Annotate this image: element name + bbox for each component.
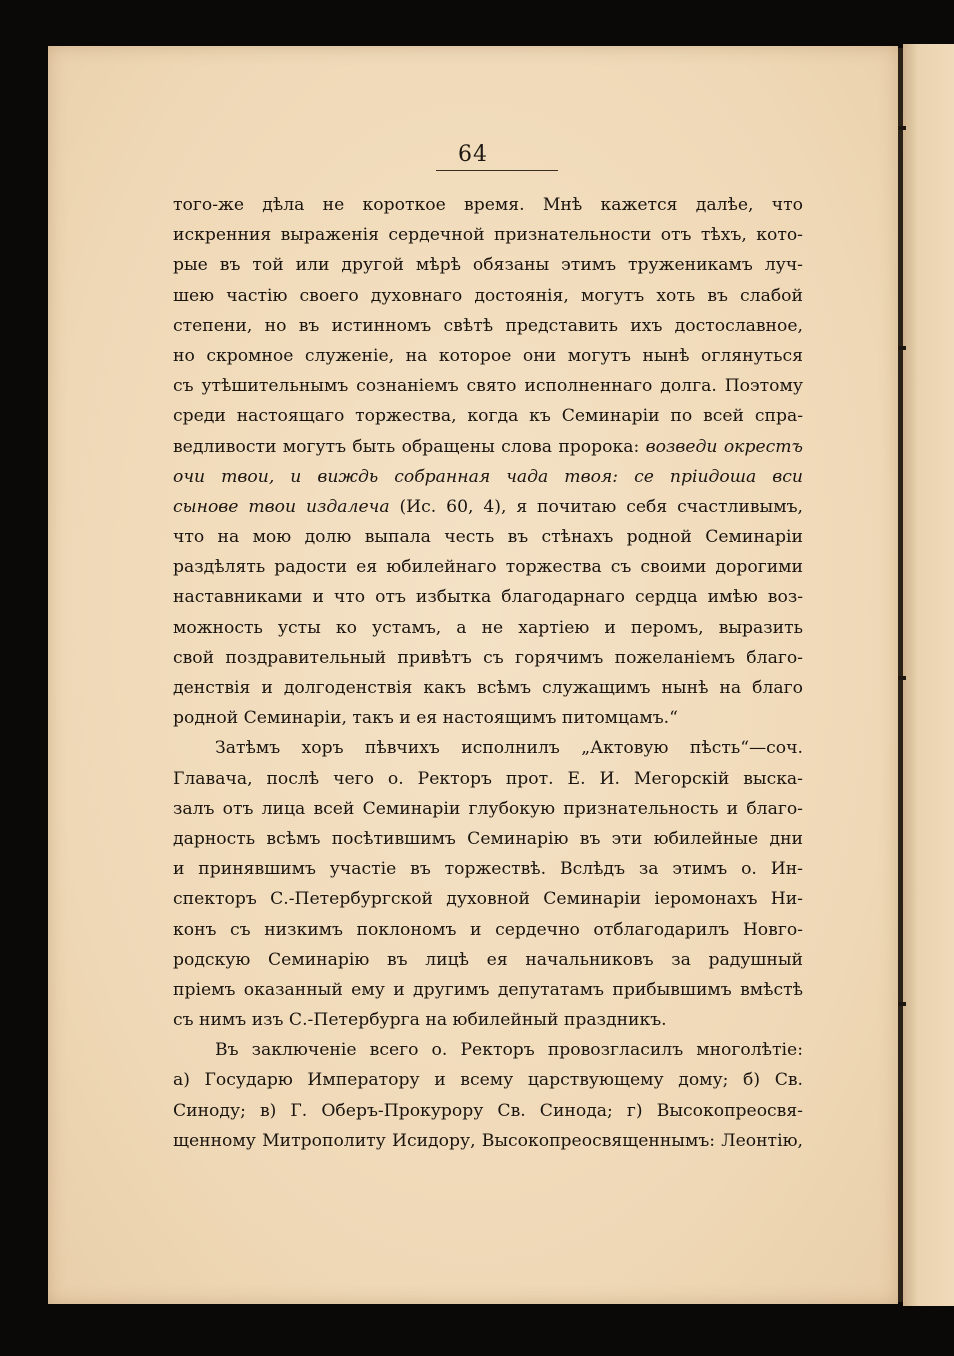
paragraph-start-line: Въ заключеніе всего о. Ректоръ провозгласилъ многолѣтіе: bbox=[215, 1040, 803, 1061]
quote-italic: сынове твои издалеча bbox=[173, 496, 390, 517]
text-line: родной Семинаріи, такъ и ея настоящимъ питомцамъ.“ bbox=[173, 708, 678, 729]
text-line: щенному Митрополиту Исидору, Высокопреосвященнымъ: Леонтію, bbox=[173, 1130, 803, 1151]
text-line: и принявшимъ участіе въ торжествѣ. Вслѣдъ за этимъ о. Ин- bbox=[173, 859, 803, 880]
text-line: съ нимъ изъ С.-Петербурга на юбилейный праздникъ. bbox=[173, 1010, 667, 1031]
text-line: денствія и долгоденствія какъ всѣмъ служащимъ нынѣ на благо bbox=[173, 678, 803, 698]
text-line: дарность всѣмъ посѣтившимъ Семинарію въ эти юбилейные дни bbox=[173, 828, 803, 849]
text-line: рые въ той или другой мѣрѣ обязаны этимъ труженикамъ луч- bbox=[173, 255, 803, 276]
text-line: залъ отъ лица всей Семинаріи глубокую признательность и благо- bbox=[173, 798, 803, 819]
text-line: пріемъ оказанный ему и другимъ депутатамъ прибывшимъ вмѣстѣ bbox=[173, 979, 803, 1000]
text-line: среди настоящаго торжества, когда къ Семинаріи по всей спра- bbox=[173, 406, 803, 427]
text-line: сынове твои издалеча (Ис. 60, 4), я почитаю себя счастливымъ, bbox=[173, 496, 803, 517]
text-line: Синоду; в) Г. Оберъ-Прокурору Св. Синода; г) Высокопреосвя- bbox=[173, 1100, 803, 1121]
text-line: раздѣлять радости ея юбилейнаго торжества съ своими дорогими bbox=[173, 557, 803, 578]
text-line: а) Государю Императору и всему царствующему дому; б) Св. bbox=[173, 1070, 803, 1091]
text-line: Главача, послѣ чего о. Ректоръ прот. Е. И. Мегорскій выска- bbox=[173, 768, 803, 789]
text-line: очи твои, и виждь собранная чада твоя: се пріидоша вси bbox=[173, 466, 803, 487]
book-page bbox=[48, 46, 898, 1304]
text-line: съ утѣшительнымъ сознаніемъ свято исполненнаго долга. Поэтому bbox=[173, 376, 803, 397]
text-line: шею частію своего духовнаго достоянія, могутъ хоть въ слабой bbox=[173, 285, 803, 306]
text-line: родскую Семинарію въ лицѣ ея начальниковъ за радушный bbox=[173, 949, 803, 970]
paragraph-start-line: Затѣмъ хоръ пѣвчихъ исполнилъ „Актовую пѣсть“—соч. bbox=[215, 738, 803, 759]
text-line: свой поздравительный привѣтъ съ горячимъ пожеланіемъ благо- bbox=[173, 647, 803, 668]
text-line: того-же дѣла не короткое время. Мнѣ кажется далѣе, что bbox=[173, 195, 803, 215]
body-text bbox=[173, 190, 803, 1156]
text-line: спекторъ С.-Петербургской духовной Семинаріи іеромонахъ Ни- bbox=[173, 889, 803, 910]
adjacent-page-edge bbox=[903, 44, 954, 1306]
text-line: что на мою долю выпала честь въ стѣнахъ родной Семинаріи bbox=[173, 527, 803, 548]
text-line: можность усты ко устамъ, а не хартіею и перомъ, выразить bbox=[173, 617, 803, 638]
text-line: но скромное служеніе, на которое они могутъ нынѣ оглянуться bbox=[173, 345, 803, 366]
page-number: 64 bbox=[458, 142, 488, 167]
page-number-rule bbox=[436, 170, 558, 171]
text-line: ведливости могутъ быть обращены слова пророка: возведи окрестъ bbox=[173, 436, 803, 457]
text-line: степени, но въ истинномъ свѣтѣ представить ихъ достославное, bbox=[173, 315, 803, 336]
text-line: искренния выраженія сердечной признательности отъ тѣхъ, кото- bbox=[173, 225, 803, 246]
quote-italic: возведи окрестъ bbox=[645, 436, 803, 457]
text-line: конъ съ низкимъ поклономъ и сердечно отблагодарилъ Новго- bbox=[173, 919, 803, 940]
text-line: наставниками и что отъ избытка благодарнаго сердца имѣю воз- bbox=[173, 587, 803, 608]
page-binding-shadow bbox=[898, 48, 903, 1302]
